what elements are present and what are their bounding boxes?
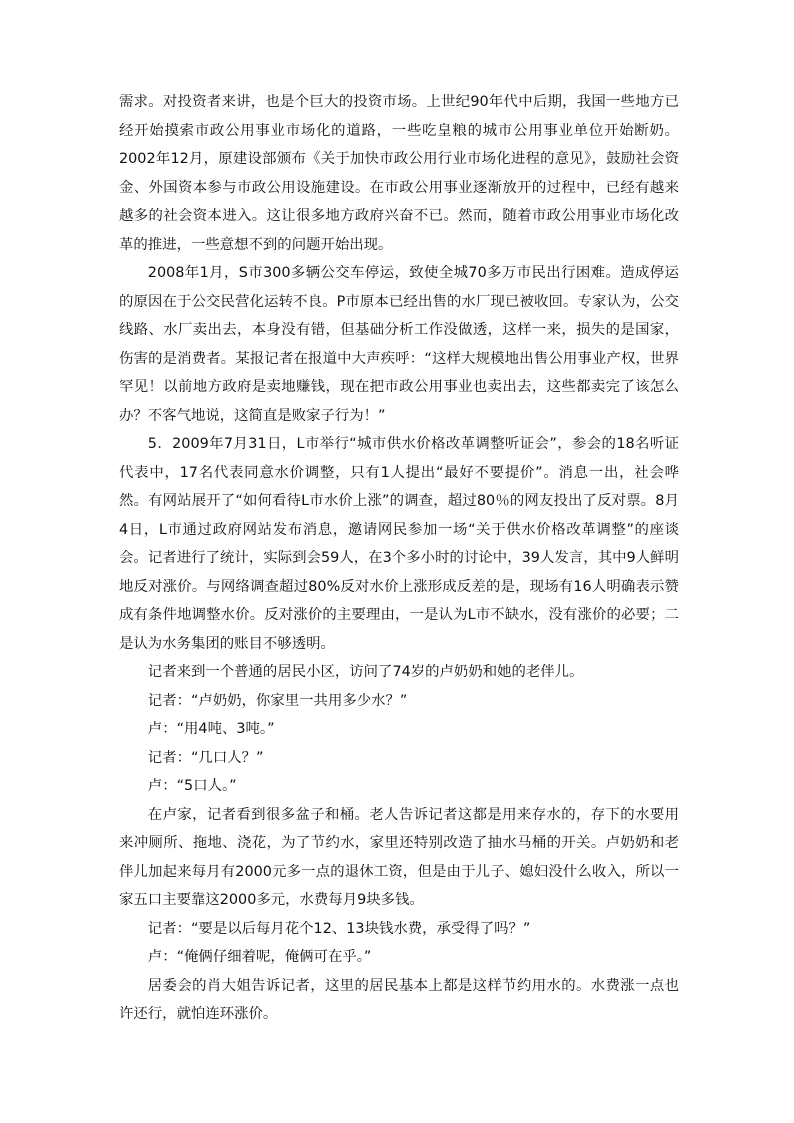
dialogue-line: 卢：“5口人。”: [147, 778, 237, 794]
document-body: [119, 88, 679, 1029]
paragraph-lu-home: 在卢家，记者看到很多盆子和桶。老人告诉记者这都是用来存水的，存下的水要用来冲厕所、拖地、浇花，为了节约水，家里还特别改造了抽水马桶的开关。卢奶奶和老伴儿加起来每月有2000元多一点的退休工资，但是由于儿子、媳妇没什么收入，所以一家五口主要靠这2000多元，水费每月9块多钱。: [119, 806, 679, 908]
paragraph-reporter-visit: 记者来到一个普通的居民小区，访问了74岁的卢奶奶和她的老伴儿。: [147, 664, 584, 680]
paragraph-intro: 需求。对投资者来讲，也是个巨大的投资市场。上世纪90年代中后期，我国一些地方已经开始摸索市政公用事业市场化的道路，一些吃皇粮的城市公用事业单位开始断奶。2002年12月，原建设部颁布《关于加快市政公用行业市场化进程的意见》，鼓励社会资金、外国资本参与市政公用设施建设。在市政公用事业逐渐放开的过程中，已经有越来越多的社会资本进入。这让很多地方政府兴奋不已。然而，随着市政公用事业市场化改革的推进，一些意想不到的问题开始出现。: [119, 94, 679, 253]
dialogue-line: 卢：“俺俩仔细着呢，俺俩可在乎。”: [147, 949, 372, 965]
paragraph-l-city-hearing: 5．2009年7月31日，L市举行“城市供水价格改革调整听证会”，参会的18名听证代表中，17名代表同意水价调整，只有1人提出“最好不要提价”。消息一出，社会哗然。有网站展开了“如何看待L市水价上涨”的调查，超过80％的网友投出了反对票。8月4日，L市通过政府网站发布消息，邀请网民参加一场“关于供水价格改革调整”的座谈会。记者进行了统计，实际到会59人，在3个多小时的讨论中，39人发言，其中9人鲜明地反对涨价。与网络调查超过80%反对水价上涨形成反差的是，现场有16人明确表示赞成有条件地调整水价。反对涨价的主要理由，一是认为L市不缺水，没有涨价的必要；二是认为水务集团的账目不够透明。: [119, 436, 679, 652]
paragraph-s-city-bus: 2008年1月，S市300多辆公交车停运，致使全城70多万市民出行困难。造成停运的原因在于公交民营化运转不良。P市原本已经出售的水厂现已被收回。专家认为，公交线路、水厂卖出去，本身没有错，但基础分析工作没做透，这样一来，损失的是国家，伤害的是消费者。某报记者在报道中大声疾呼：“这样大规模地出售公用事业产权，世界罕见！以前地方政府是卖地赚钱，现在把市政公用事业也卖出去，这些都卖完了该怎么办？不客气地说，这简直是败家子行为！”: [119, 265, 679, 424]
dialogue-line: 卢：“用4吨、3吨。”: [147, 721, 275, 737]
dialogue-line: 记者：“几口人？”: [147, 749, 264, 766]
paragraph-committee-comment: 居委会的肖大姐告诉记者，这里的居民基本上都是这样节约用水的。水费涨一点也许还行，就怕连环涨价。: [119, 977, 679, 1022]
dialogue-line: 记者：“要是以后每月花个12、13块钱水费，承受得了吗？”: [147, 920, 531, 937]
dialogue-line: 记者：“卢奶奶，你家里一共用多少水？”: [147, 692, 408, 709]
